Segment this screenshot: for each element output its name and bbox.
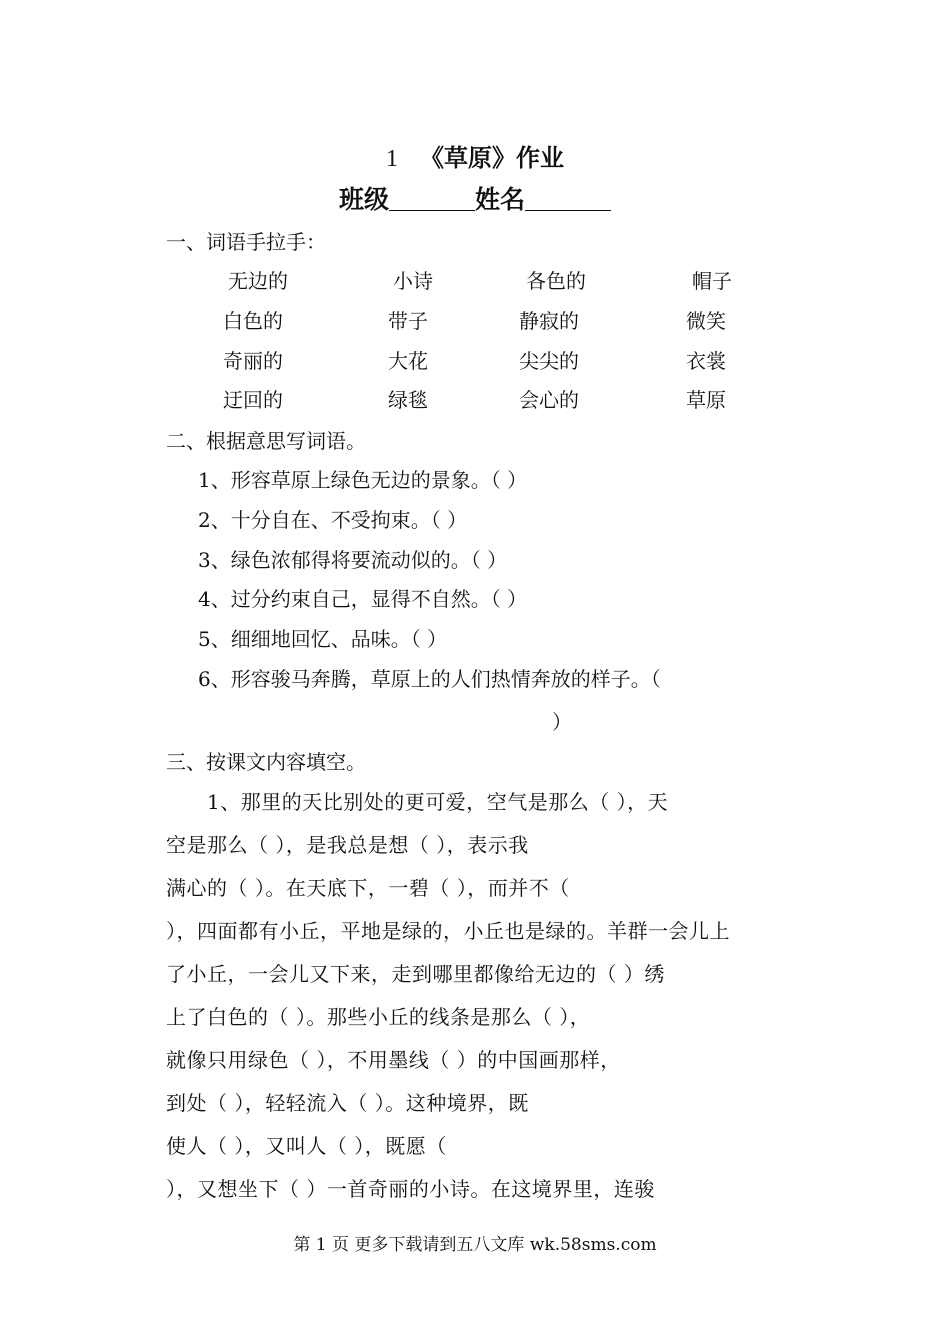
question-item: 5、细细地回忆、品味。（ ）	[198, 627, 448, 651]
question-item: 6、形容骏马奔腾，草原上的人们热情奔放的样子。（	[198, 667, 661, 691]
match-word: 带子	[388, 309, 428, 333]
paragraph-line: 1、那里的天比别处的更可爱，空气是那么（ ），天	[166, 790, 669, 814]
match-word: 迂回的	[223, 388, 283, 412]
class-name-line	[0, 180, 950, 216]
match-word: 无边的	[228, 269, 288, 293]
paragraph-line: 就像只用绿色（ ），不用墨线（ ）的中国画那样，	[166, 1048, 621, 1072]
class-label: 班级	[338, 185, 389, 214]
paragraph-line: 使人（ ），又叫人（ ），既愿（	[166, 1134, 447, 1158]
match-word: 衣裳	[686, 349, 726, 373]
match-word: 白色的	[223, 309, 283, 333]
question-item: 4、过分约束自己，显得不自然。（ ）	[198, 587, 528, 611]
paragraph-line: 空是那么（ ），是我总是想（ ），表示我	[166, 833, 529, 857]
match-word: 绿毯	[388, 388, 428, 412]
class-blank[interactable]	[389, 188, 475, 211]
page-footer: 第 1 页 更多下载请到五八文库 wk.58sms.com	[293, 1235, 657, 1255]
title-number: 1	[386, 146, 398, 172]
paragraph-line: 上了白色的（ ）。那些小丘的线条是那么（ ），	[166, 1005, 591, 1029]
match-word: 静寂的	[519, 309, 579, 333]
paragraph-line: 到处（ ），轻轻流入（ ）。这种境界，既	[166, 1091, 529, 1115]
title-text: 《草原》作业	[420, 144, 564, 172]
section2-heading: 二、根据意思写词语。	[166, 429, 366, 453]
match-word: 各色的	[526, 269, 586, 293]
paragraph-line: 了小丘，一会儿又下来，走到哪里都像给无边的（ ）绣	[166, 962, 665, 986]
match-word: 帽子	[692, 269, 732, 293]
match-word: 微笑	[686, 309, 726, 333]
section3-heading: 三、按课文内容填空。	[166, 750, 366, 774]
question-item: 3、绿色浓郁得将要流动似的。（ ）	[198, 548, 508, 572]
name-blank[interactable]	[525, 188, 611, 211]
match-word: 草原	[686, 388, 726, 412]
name-label: 姓名	[475, 185, 526, 214]
question-item: 1、形容草原上绿色无边的景象。（ ）	[198, 468, 528, 492]
question-item-close: ）	[552, 710, 572, 734]
section1-heading: 一、词语手拉手：	[166, 230, 326, 254]
match-word: 奇丽的	[223, 349, 283, 373]
match-word: 大花	[388, 349, 428, 373]
match-word: 会心的	[519, 388, 579, 412]
question-item: 2、十分自在、不受拘束。（ ）	[198, 508, 468, 532]
match-word: 小诗	[393, 269, 433, 293]
paragraph-line: ），四面都有小丘，平地是绿的，小丘也是绿的。羊群一会儿上	[166, 919, 730, 943]
match-word: 尖尖的	[519, 349, 579, 373]
paragraph-line: ），又想坐下（ ）一首奇丽的小诗。在这境界里，连骏	[166, 1177, 655, 1201]
page-title	[0, 138, 950, 173]
paragraph-line: 满心的（ ）。在天底下，一碧（ ），而并不（	[166, 876, 570, 900]
